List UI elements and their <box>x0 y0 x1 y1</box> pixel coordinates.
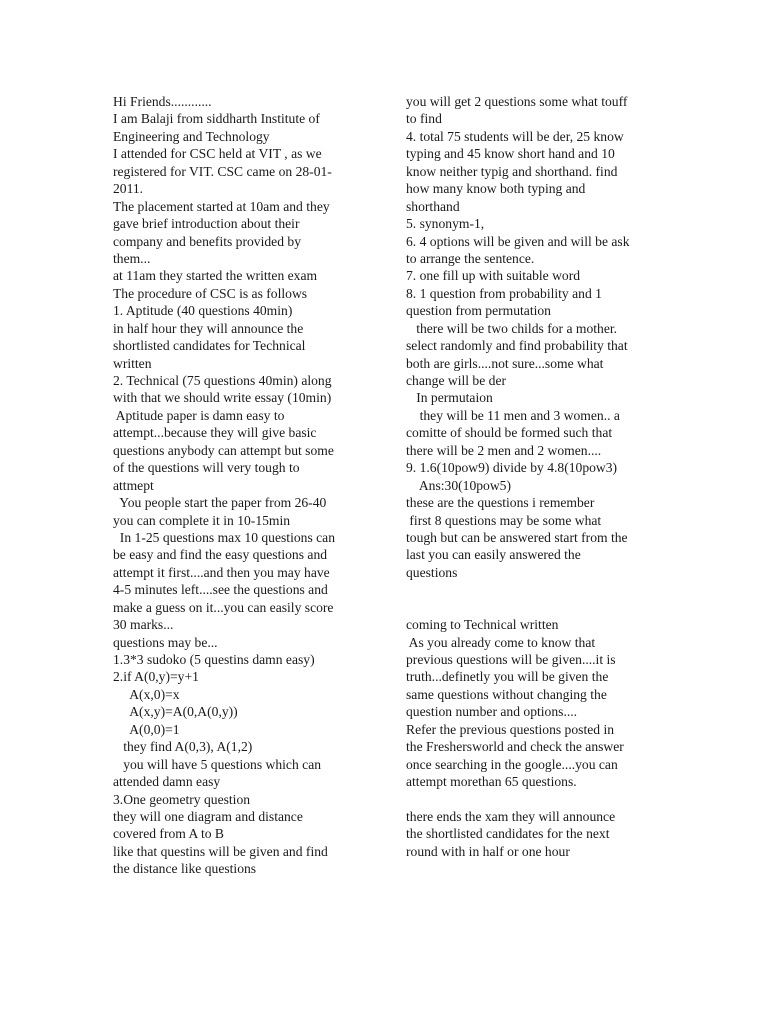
text-line: I am Balaji from siddharth Institute of <box>113 111 320 127</box>
text-line: 7. one fill up with suitable word <box>406 268 581 284</box>
text-line: coming to Technical written <box>406 617 559 633</box>
text-line <box>406 581 668 598</box>
text-line: you will get 2 questions some what touff <box>406 94 628 109</box>
text-line: they find A(0,3), A(1,2) <box>113 739 253 755</box>
text-line: these are the questions i remember <box>406 495 595 511</box>
text-line: truth...definetly you will be given the <box>406 669 609 685</box>
text-line: at 11am they started the written exam <box>113 268 318 284</box>
text-line: there will be two childs for a mother. <box>406 320 618 336</box>
text-line: know neither typig and shorthand. find <box>406 163 618 179</box>
text-line: they will one diagram and distance <box>113 808 303 824</box>
text-line: In permutaion <box>406 390 493 406</box>
text-line: questions <box>406 564 458 580</box>
text-line: company and benefits provided by <box>113 233 301 249</box>
text-line: same questions without changing the <box>406 686 607 702</box>
text-line: once searching in the google....you can <box>406 756 618 772</box>
text-line: 5. synonym-1, <box>406 216 485 232</box>
text-line: 6. 4 options will be given and will be ask <box>406 233 630 249</box>
text-line: covered from A to B <box>113 826 224 842</box>
text-line <box>406 599 668 616</box>
text-line: be easy and find the easy questions and <box>113 547 328 563</box>
text-line: question from permutation <box>406 303 551 319</box>
text-line: A(0,0)=1 <box>113 721 180 737</box>
text-line: round with in half or one hour <box>406 843 570 859</box>
text-line: Engineering and Technology <box>113 128 270 144</box>
text-line: In 1-25 questions max 10 questions can <box>113 529 336 545</box>
text-line: 2011. <box>113 181 144 197</box>
text-line: A(x,0)=x <box>113 686 180 702</box>
text-line: there ends the xam they will announce <box>406 808 616 824</box>
text-line: last you can easily answered the <box>406 547 581 563</box>
text-line: 9. 1.6(10pow9) divide by 4.8(10pow3) <box>406 460 618 476</box>
text-line: attmept <box>113 477 154 493</box>
text-line: attempt it first....and then you may have <box>113 564 330 580</box>
text-line: attended damn easy <box>113 774 221 790</box>
text-line: questions anybody can attempt but some <box>113 442 334 458</box>
text-line: Hi Friends............ <box>113 94 212 109</box>
text-line: questions may be... <box>113 634 218 650</box>
text-line: you can complete it in 10-15min <box>113 512 291 528</box>
text-line: Ans:30(10pow5) <box>406 477 511 493</box>
text-line: question number and options.... <box>406 704 578 720</box>
text-line: 8. 1 question from probability and 1 <box>406 285 602 301</box>
text-line: the distance like questions <box>113 861 257 877</box>
text-line: they will be 11 men and 3 women.. a <box>406 407 620 423</box>
text-line: change will be der <box>406 373 507 388</box>
text-line: You people start the paper from 26-40 <box>113 495 327 511</box>
text-line: registered for VIT. CSC came on 28-01- <box>113 163 332 179</box>
left-text-column <box>113 93 378 878</box>
text-line: comitte of should be formed such that <box>406 425 613 441</box>
text-line <box>406 791 668 808</box>
text-line: 30 marks... <box>113 617 174 633</box>
text-line: them... <box>113 250 151 266</box>
text-line: attempt morethan 65 questions. <box>406 774 577 790</box>
text-line: I attended for CSC held at VIT , as we <box>113 146 322 162</box>
text-line: shorthand <box>406 198 460 214</box>
text-line: 2. Technical (75 questions 40min) along <box>113 373 332 388</box>
text-line: 1.3*3 sudoko (5 questins damn easy) <box>113 652 315 667</box>
text-line: previous questions will be given....it is <box>406 652 616 667</box>
text-line: the Freshersworld and check the answer <box>406 739 624 755</box>
text-line: how many know both typing and <box>406 181 586 197</box>
text-line: Refer the previous questions posted in <box>406 721 615 737</box>
text-line: make a guess on it...you can easily score <box>113 599 334 615</box>
text-line: attempt...because they will give basic <box>113 425 317 441</box>
text-line: like that questins will be given and find <box>113 843 328 859</box>
text-line: As you already come to know that <box>406 634 596 650</box>
text-line: typing and 45 know short hand and 10 <box>406 146 615 162</box>
text-line: The procedure of CSC is as follows <box>113 285 308 301</box>
text-line: tough but can be answered start from the <box>406 529 628 545</box>
text-line: of the questions will very tough to <box>113 460 300 476</box>
text-line: both are girls....not sure...some what <box>406 355 604 371</box>
text-line: Aptitude paper is damn easy to <box>113 407 285 423</box>
text-line: there will be 2 men and 2 women.... <box>406 442 602 458</box>
text-line: The placement started at 10am and they <box>113 198 330 214</box>
text-line: 3.One geometry question <box>113 791 251 807</box>
text-line: 2.if A(0,y)=y+1 <box>113 669 199 685</box>
text-line: first 8 questions may be some what <box>406 512 602 528</box>
text-line: A(x,y)=A(0,A(0,y)) <box>113 704 238 720</box>
text-line: to find <box>406 111 442 127</box>
text-line: shortlisted candidates for Technical <box>113 338 306 354</box>
text-line: to arrange the sentence. <box>406 250 535 266</box>
text-line: written <box>113 355 152 371</box>
text-line: 1. Aptitude (40 questions 40min) <box>113 303 293 319</box>
text-line: 4. total 75 students will be der, 25 know <box>406 128 624 144</box>
text-line: the shortlisted candidates for the next <box>406 826 610 842</box>
text-line: select randomly and find probability that <box>406 338 628 354</box>
text-line: you will have 5 questions which can <box>113 756 322 772</box>
text-line: 4-5 minutes left....see the questions and <box>113 582 328 598</box>
right-text-column <box>406 93 668 860</box>
text-line: in half hour they will announce the <box>113 320 304 336</box>
text-line: with that we should write essay (10min) <box>113 390 332 406</box>
text-line: gave brief introduction about their <box>113 216 300 232</box>
